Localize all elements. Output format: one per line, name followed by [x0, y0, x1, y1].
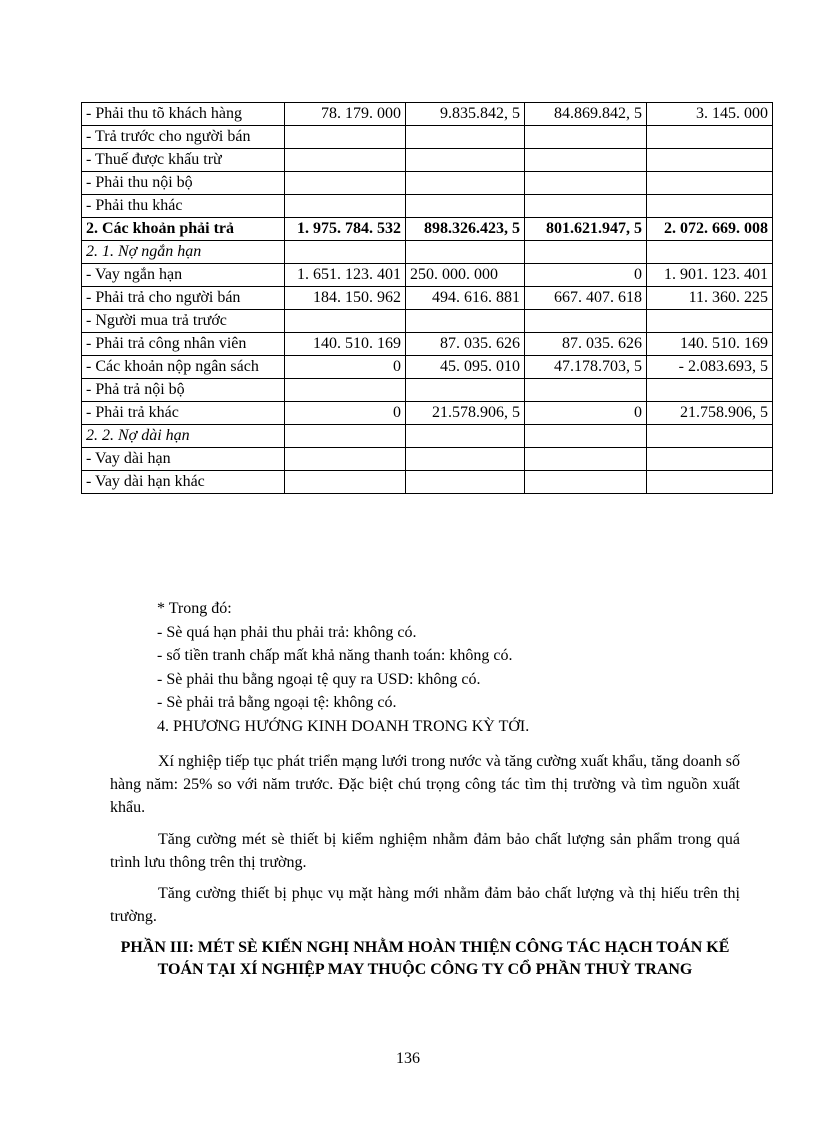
- row-label-cell: - Phả trả nội bộ: [82, 379, 285, 402]
- value-cell: 87. 035. 626: [406, 333, 525, 356]
- value-cell: [406, 379, 525, 402]
- value-cell: [525, 448, 647, 471]
- value-cell: [647, 471, 773, 494]
- paragraph: Xí nghiệp tiếp tục phát triển mạng lưới trong nước và tăng cường xuất khẩu, tăng doanh số hàng năm: 25% so với năm trước. Đặc biệt chú trọng công tác tìm thị trường và tìm nguồn xuất khẩu.: [110, 753, 740, 816]
- value-cell: 11. 360. 225: [647, 287, 773, 310]
- value-cell: - 2.083.693, 5: [647, 356, 773, 379]
- value-cell: [406, 126, 525, 149]
- row-label-cell: - Vay ngắn hạn: [82, 264, 285, 287]
- value-cell: [647, 195, 773, 218]
- table-row: [82, 103, 773, 126]
- value-cell: [525, 425, 647, 448]
- value-cell: [525, 379, 647, 402]
- value-cell: [525, 126, 647, 149]
- value-cell: [525, 241, 647, 264]
- section-4-heading: 4. PHƯƠNG HƯỚNG KINH DOANH TRONG KỲ TỚI.: [157, 718, 530, 735]
- value-cell: [406, 195, 525, 218]
- table-row: [82, 471, 773, 494]
- value-cell: 1. 975. 784. 532: [285, 218, 406, 241]
- value-cell: [285, 310, 406, 333]
- part-3-title: PHẦN III: MÉT SÈ KIẾN NGHỊ NHẰM HOÀN THIỆN CÔNG TÁC HẠCH TOÁN KẾ TOÁN TẠI XÍ NGHIỆP MAY THUỘC CÔNG TY CỔ PHẦN THUỲ TRANG: [120, 939, 730, 978]
- row-label-cell: - Người mua trả trước: [82, 310, 285, 333]
- row-label-cell: - Thuế được khấu trừ: [82, 149, 285, 172]
- value-cell: 0: [525, 402, 647, 425]
- value-cell: [647, 126, 773, 149]
- table-row: [82, 149, 773, 172]
- value-cell: 898.326.423, 5: [406, 218, 525, 241]
- value-cell: [647, 149, 773, 172]
- notes-heading: * Trong đó:: [157, 600, 232, 617]
- table-row: [82, 356, 773, 379]
- value-cell: 494. 616. 881: [406, 287, 525, 310]
- value-cell: 9.835.842, 5: [406, 103, 525, 126]
- value-cell: 47.178.703, 5: [525, 356, 647, 379]
- value-cell: 667. 407. 618: [525, 287, 647, 310]
- row-label-cell: - Phải thu nội bộ: [82, 172, 285, 195]
- value-cell: 250. 000. 000: [406, 264, 525, 287]
- note-item: - Sè phải trả bằng ngoại tệ: không có.: [157, 694, 397, 711]
- value-cell: [525, 149, 647, 172]
- row-label-cell: - Vay dài hạn: [82, 448, 285, 471]
- value-cell: 0: [285, 402, 406, 425]
- row-label-cell: - Phải trả khác: [82, 402, 285, 425]
- row-label-cell: - Trả trước cho người bán: [82, 126, 285, 149]
- table-row: [82, 448, 773, 471]
- row-label-cell: - Vay dài hạn khác: [82, 471, 285, 494]
- row-label-cell: 2. 2. Nợ dài hạn: [82, 425, 285, 448]
- value-cell: 78. 179. 000: [285, 103, 406, 126]
- table-row: [82, 379, 773, 402]
- value-cell: 2. 072. 669. 008: [647, 218, 773, 241]
- value-cell: [285, 149, 406, 172]
- row-label-cell: 2. 1. Nợ ngắn hạn: [82, 241, 285, 264]
- row-label-cell: - Phải trả cho người bán: [82, 287, 285, 310]
- value-cell: [406, 310, 525, 333]
- table-row: [82, 241, 773, 264]
- note-item: - Sè quá hạn phải thu phải trả: không có.: [157, 623, 417, 641]
- row-label-cell: - Phải thu tõ khách hàng: [82, 103, 285, 126]
- value-cell: [406, 448, 525, 471]
- value-cell: 84.869.842, 5: [525, 103, 647, 126]
- row-label-cell: - Các khoản nộp ngân sách: [82, 356, 285, 379]
- value-cell: [525, 471, 647, 494]
- value-cell: [285, 448, 406, 471]
- value-cell: 3. 145. 000: [647, 103, 773, 126]
- value-cell: [285, 126, 406, 149]
- value-cell: [406, 425, 525, 448]
- table-row: [82, 218, 773, 241]
- value-cell: 1. 901. 123. 401: [647, 264, 773, 287]
- value-cell: [285, 195, 406, 218]
- value-cell: [285, 379, 406, 402]
- value-cell: [406, 471, 525, 494]
- table-row: [82, 425, 773, 448]
- row-label-cell: 2. Các khoản phải trả: [82, 218, 285, 241]
- row-label-cell: - Phải thu khác: [82, 195, 285, 218]
- table-row: [82, 402, 773, 425]
- table-row: [82, 264, 773, 287]
- table-row: [82, 333, 773, 356]
- value-cell: [647, 379, 773, 402]
- value-cell: [525, 195, 647, 218]
- value-cell: [647, 172, 773, 195]
- value-cell: 0: [525, 264, 647, 287]
- table-row: [82, 195, 773, 218]
- value-cell: 87. 035. 626: [525, 333, 647, 356]
- value-cell: [525, 310, 647, 333]
- paragraph: Tăng cường mét sè thiết bị kiểm nghiệm nhằm đảm bảo chất lượng sản phẩm trong quá trình lưu thông trên thị trường.: [110, 831, 740, 871]
- paragraph: Tăng cường thiết bị phục vụ mặt hàng mới nhằm đảm bảo chất lượng và thị hiếu trên thị trường.: [110, 885, 740, 925]
- value-cell: [285, 425, 406, 448]
- table-row: [82, 172, 773, 195]
- value-cell: 45. 095. 010: [406, 356, 525, 379]
- page-number: 136: [396, 1050, 420, 1067]
- value-cell: 0: [285, 356, 406, 379]
- table-row: [82, 287, 773, 310]
- value-cell: 21.578.906, 5: [406, 402, 525, 425]
- note-item: - Sè phải thu bằng ngoại tệ quy ra USD: không có.: [157, 670, 481, 688]
- value-cell: [285, 172, 406, 195]
- value-cell: 140. 510. 169: [285, 333, 406, 356]
- value-cell: [406, 172, 525, 195]
- value-cell: [285, 241, 406, 264]
- value-cell: [647, 241, 773, 264]
- value-cell: 801.621.947, 5: [525, 218, 647, 241]
- value-cell: 1. 651. 123. 401: [285, 264, 406, 287]
- table-row: [82, 310, 773, 333]
- value-cell: [406, 241, 525, 264]
- value-cell: 184. 150. 962: [285, 287, 406, 310]
- table-row: [82, 126, 773, 149]
- notes-block: [157, 597, 512, 715]
- value-cell: [647, 310, 773, 333]
- row-label-cell: - Phải trả công nhân viên: [82, 333, 285, 356]
- financial-table-body: [82, 103, 773, 494]
- value-cell: [525, 172, 647, 195]
- note-item: - số tiền tranh chấp mất khả năng thanh toán: không có.: [157, 647, 513, 664]
- value-cell: 140. 510. 169: [647, 333, 773, 356]
- value-cell: 21.758.906, 5: [647, 402, 773, 425]
- value-cell: [647, 448, 773, 471]
- value-cell: [285, 471, 406, 494]
- financial-table: [81, 102, 773, 494]
- value-cell: [647, 425, 773, 448]
- value-cell: [406, 149, 525, 172]
